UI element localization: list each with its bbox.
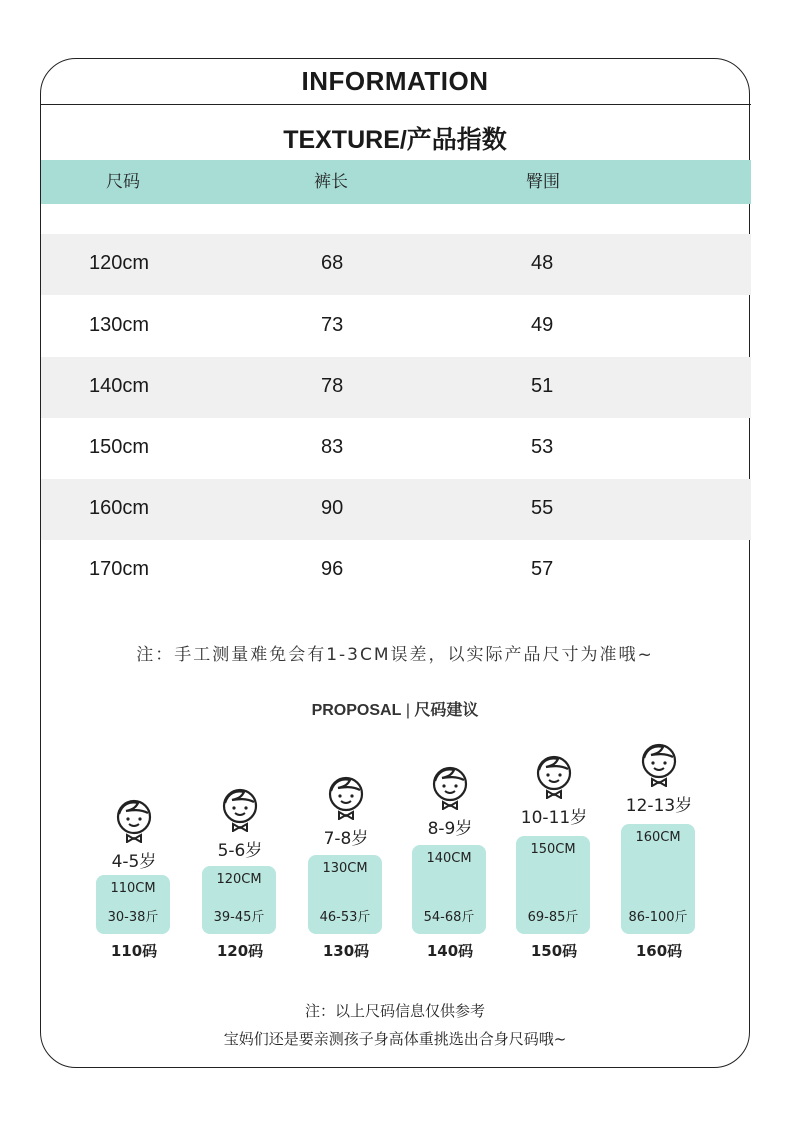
- child-avatar: [532, 753, 576, 803]
- child-avatar: [428, 764, 472, 814]
- age-label: 4-5岁: [111, 852, 157, 872]
- weight-label: 39-45斤: [213, 910, 265, 925]
- proposal-title-en: PROPOSAL: [311, 702, 402, 719]
- table-row: [41, 234, 751, 295]
- table-row: [41, 418, 751, 479]
- cell-size: 170cm: [89, 558, 150, 580]
- child-face-icon: [324, 774, 368, 820]
- section-title: TEXTURE/产品指数: [283, 126, 507, 154]
- child-face-icon: [218, 786, 262, 832]
- cell-size: 160cm: [89, 497, 150, 519]
- height-label: 120CM: [216, 872, 262, 887]
- cell-size: 150cm: [89, 436, 150, 458]
- cell-hip: 55: [531, 497, 554, 519]
- child-face-icon: [532, 753, 576, 799]
- weight-label: 46-53斤: [319, 910, 371, 925]
- cell-length: 96: [321, 558, 344, 580]
- cell-hip: 53: [531, 436, 554, 458]
- size-code: 160码: [635, 942, 683, 960]
- size-box: [96, 875, 170, 934]
- size-code: 140码: [426, 942, 474, 960]
- column-header-size: 尺码: [106, 172, 140, 192]
- weight-label: 30-38斤: [107, 910, 159, 925]
- child-avatar: [112, 797, 156, 847]
- table-header: [41, 160, 751, 204]
- weight-label: 86-100斤: [628, 910, 688, 925]
- table-row: [41, 540, 751, 601]
- footer-tip: 宝妈们还是要亲测孩子身高体重挑选出合身尺码哦~: [223, 1030, 567, 1048]
- age-label: 8-9岁: [427, 819, 473, 839]
- age-label: 12-13岁: [625, 796, 693, 816]
- child-avatar: [637, 741, 681, 791]
- measurement-note: 注：手工测量难免会有1-3CM误差，以实际产品尺寸为准哦~: [136, 645, 654, 665]
- proposal-title-cn: 尺码建议: [414, 702, 479, 719]
- age-label: 10-11岁: [520, 808, 588, 828]
- height-label: 130CM: [322, 861, 368, 876]
- cell-size: 140cm: [89, 375, 150, 397]
- size-code: 120码: [216, 942, 264, 960]
- height-label: 110CM: [110, 881, 156, 896]
- size-box: [202, 866, 276, 934]
- height-label: 160CM: [635, 830, 681, 845]
- size-box: [621, 824, 695, 934]
- proposal-separator: |: [405, 702, 410, 719]
- height-label: 140CM: [426, 851, 472, 866]
- cell-length: 68: [321, 252, 344, 274]
- size-code: 130码: [322, 942, 370, 960]
- child-face-icon: [428, 764, 472, 810]
- cell-length: 90: [321, 497, 344, 519]
- page-title: INFORMATION: [301, 66, 489, 96]
- cell-length: 73: [321, 314, 344, 336]
- header-divider: [40, 104, 751, 105]
- footer-note: 注：以上尺码信息仅供参考: [304, 1002, 485, 1020]
- child-face-icon: [112, 797, 156, 843]
- size-box: [308, 855, 382, 934]
- age-label: 5-6岁: [217, 841, 263, 861]
- age-label: 7-8岁: [323, 829, 369, 849]
- child-avatar: [324, 774, 368, 824]
- column-header-length: 裤长: [314, 172, 348, 192]
- cell-size: 120cm: [89, 252, 150, 274]
- cell-size: 130cm: [89, 314, 150, 336]
- table-row: [41, 357, 751, 418]
- cell-hip: 57: [531, 558, 554, 580]
- size-code: 110码: [110, 942, 158, 960]
- cell-hip: 48: [531, 252, 554, 274]
- cell-hip: 51: [531, 375, 554, 397]
- cell-length: 78: [321, 375, 344, 397]
- child-avatar: [218, 786, 262, 836]
- proposal-title: [0, 697, 790, 720]
- height-label: 150CM: [530, 842, 576, 857]
- cell-length: 83: [321, 436, 344, 458]
- table-row: [41, 479, 751, 540]
- size-code: 150码: [530, 942, 578, 960]
- weight-label: 69-85斤: [527, 910, 579, 925]
- table-row: [41, 296, 751, 357]
- weight-label: 54-68斤: [423, 910, 475, 925]
- size-box: [516, 836, 590, 934]
- column-header-hip: 臀围: [526, 172, 560, 192]
- child-face-icon: [637, 741, 681, 787]
- size-box: [412, 845, 486, 934]
- cell-hip: 49: [531, 314, 554, 336]
